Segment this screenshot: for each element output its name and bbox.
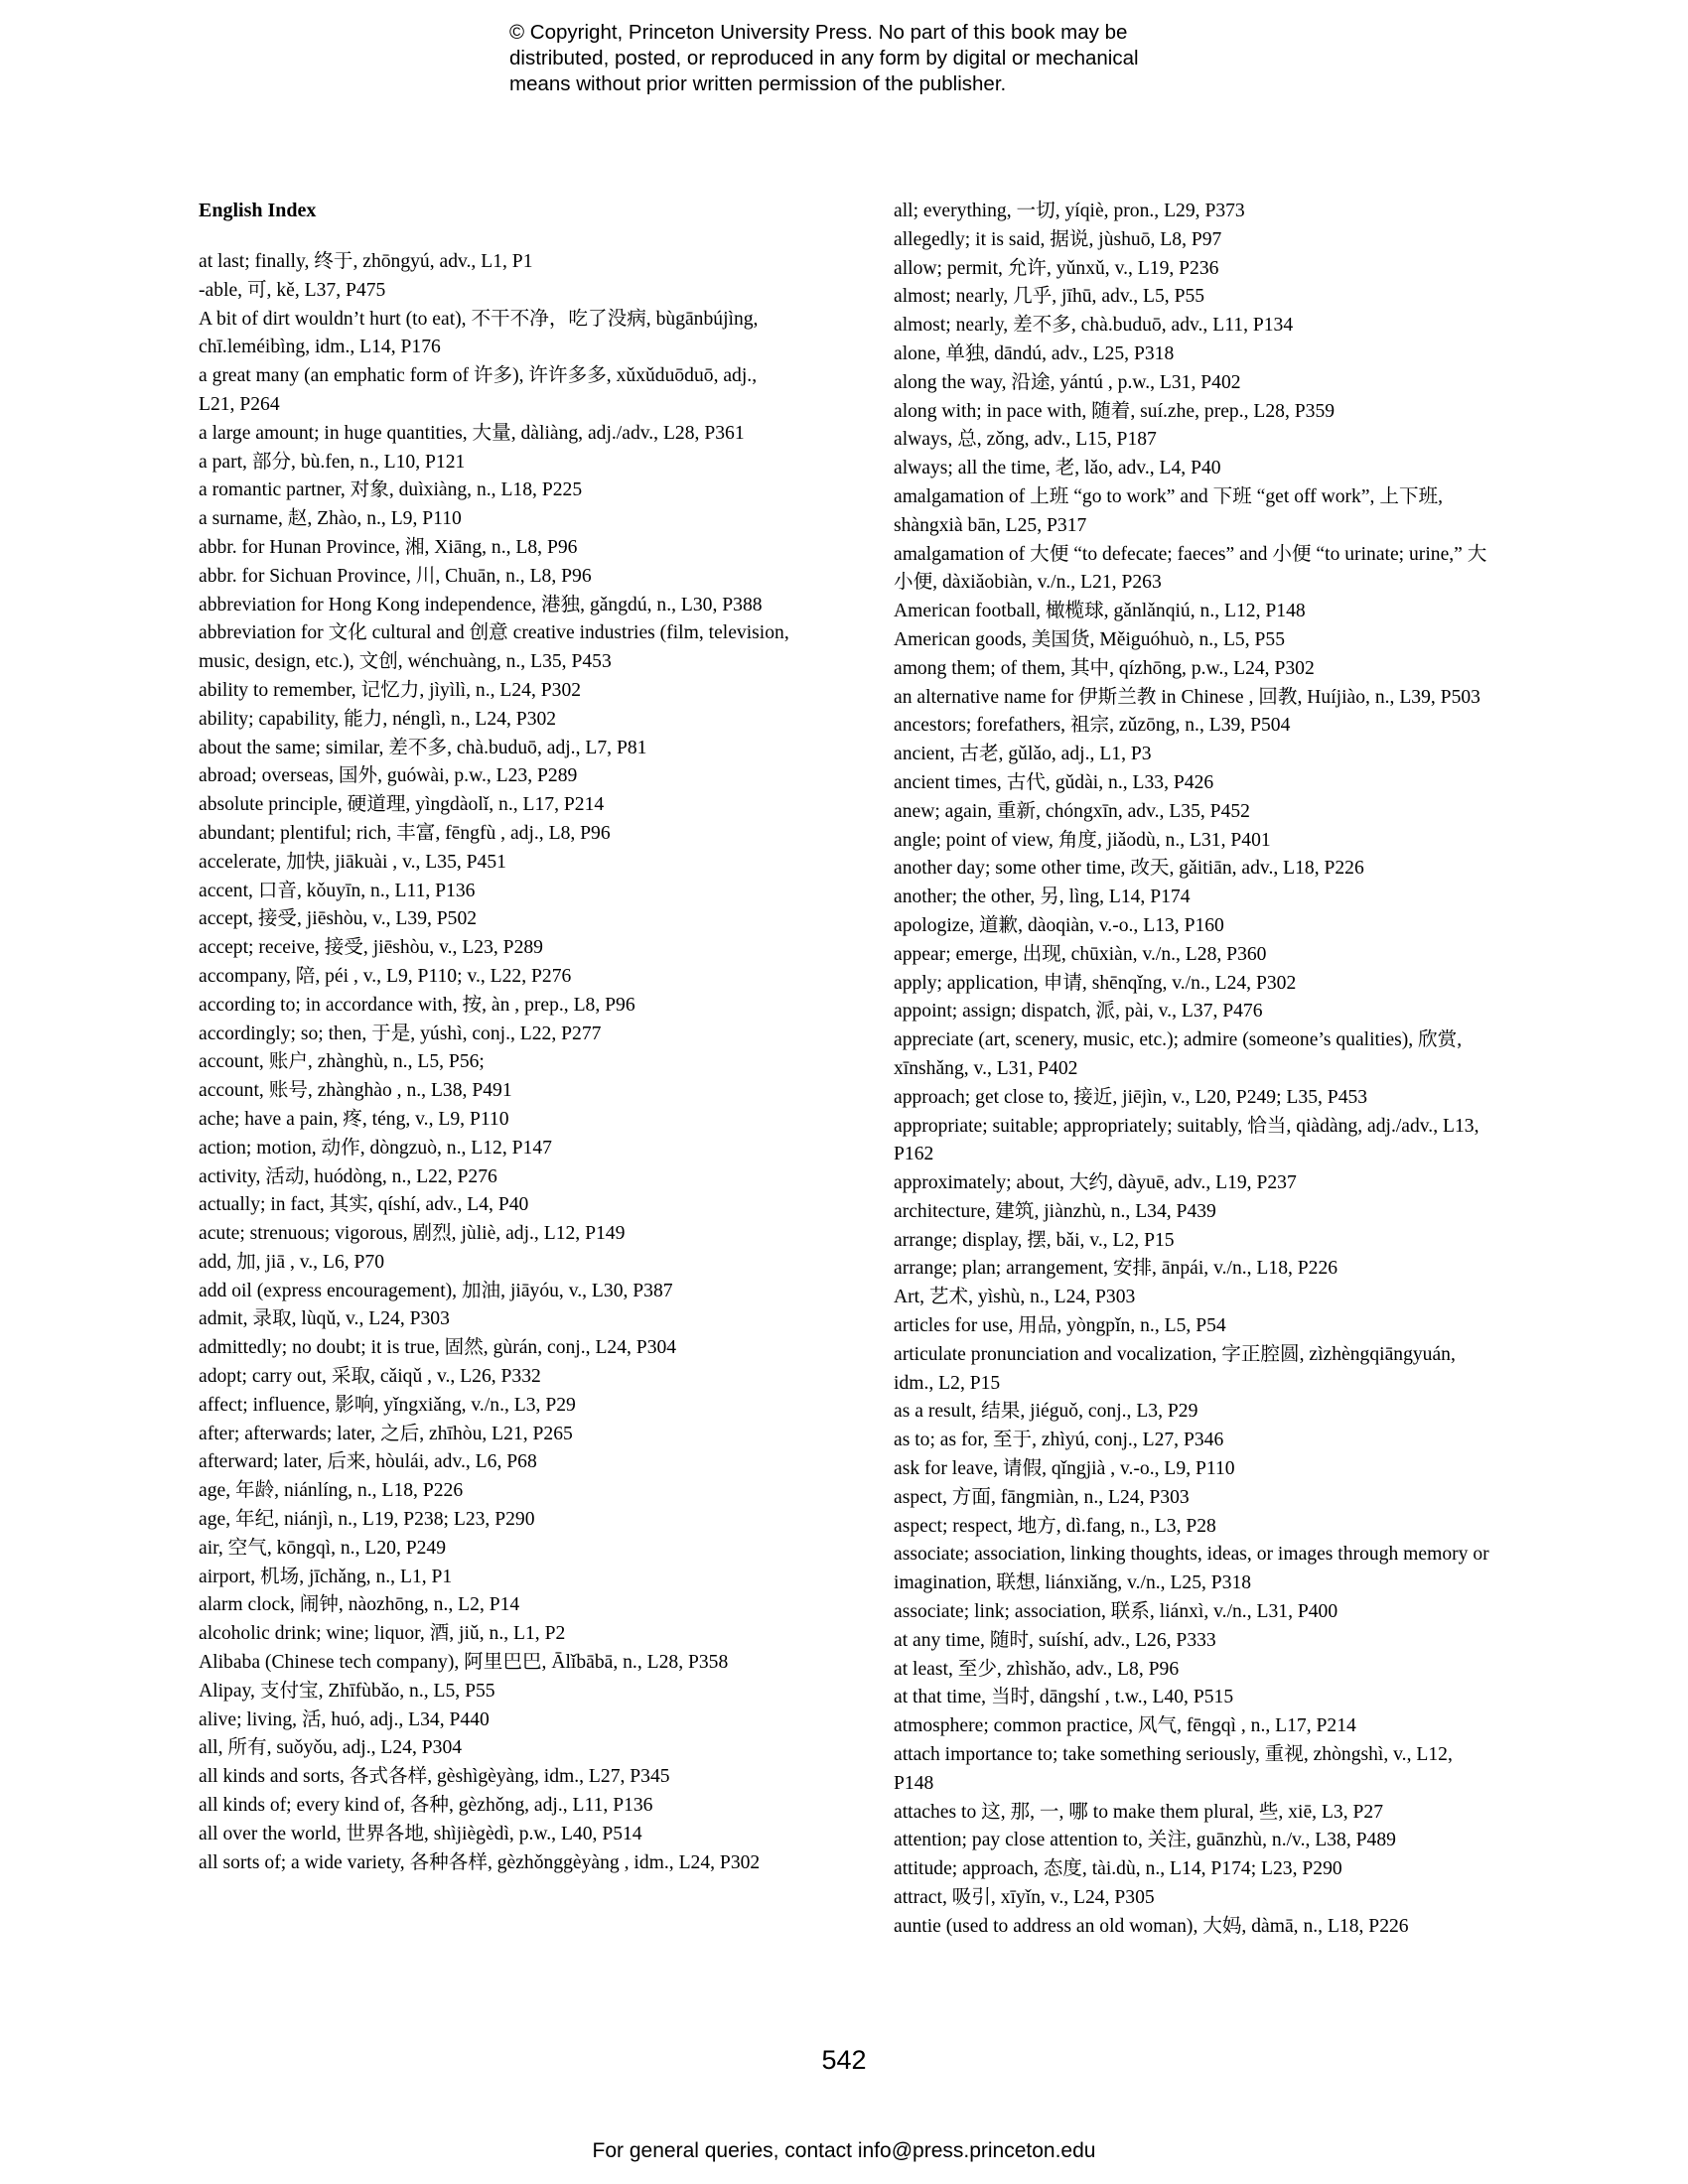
index-entry: abundant; plentiful; rich, 丰富, fēngfù , adj., L8, P96 bbox=[199, 822, 611, 844]
index-entry: approach; get close to, 接近, jiējìn, v., L20, P249; L35, P453 bbox=[894, 1086, 1368, 1108]
index-entry: as to; as for, 至于, zhìyú, conj., L27, P346 bbox=[894, 1430, 1224, 1451]
index-entry: another day; some other time, 改天, gǎitiān, adv., L18, P226 bbox=[894, 858, 1364, 880]
index-entry: aspect; respect, 地方, dì.fang, n., L3, P28 bbox=[894, 1515, 1216, 1537]
index-entry: alarm clock, 闹钟, nàozhōng, n., L2, P14 bbox=[199, 1594, 520, 1616]
index-entry: architecture, 建筑, jiànzhù, n., L34, P439 bbox=[894, 1200, 1216, 1222]
index-entry: accompany, 陪, péi , v., L9, P110; v., L22, P276 bbox=[199, 965, 572, 987]
index-entry: all, 所有, suǒyǒu, adj., L24, P304 bbox=[199, 1737, 463, 1759]
index-entry: American football, 橄榄球, gǎnlǎnqiú, n., L12, P148 bbox=[894, 601, 1306, 622]
index-entry: allow; permit, 允许, yǔnxǔ, v., L19, P236 bbox=[894, 257, 1219, 279]
index-entry: ask for leave, 请假, qǐngjià , v.-o., L9, P110 bbox=[894, 1458, 1235, 1480]
index-entry: air, 空气, kōngqì, n., L20, P249 bbox=[199, 1537, 447, 1559]
copyright-notice bbox=[509, 20, 1264, 97]
index-entry: Alipay, 支付宝, Zhīfùbǎo, n., L5, P55 bbox=[199, 1680, 495, 1702]
index-entry: ache; have a pain, 疼, téng, v., L9, P110 bbox=[199, 1108, 509, 1130]
index-entry: at least, 至少, zhìshǎo, adv., L8, P96 bbox=[894, 1658, 1180, 1680]
index-entry: at last; finally, 终于, zhōngyú, adv., L1, P1 bbox=[199, 251, 533, 272]
index-entry: almost; nearly, 几乎, jīhū, adv., L5, P55 bbox=[894, 286, 1205, 308]
index-entry: apologize, 道歉, dàoqiàn, v.-o., L13, P160 bbox=[894, 914, 1224, 936]
index-entry: ancient, 古老, gǔlǎo, adj., L1, P3 bbox=[894, 744, 1152, 765]
index-entry: alive; living, 活, huó, adj., L34, P440 bbox=[199, 1708, 490, 1730]
index-entry: add oil (express encouragement), 加油, jiāyóu, v., L30, P387 bbox=[199, 1280, 673, 1301]
index-entry: among them; of them, 其中, qízhōng, p.w., L24, P302 bbox=[894, 657, 1315, 679]
index-entry: admittedly; no doubt; it is true, 固然, gùrán, conj., L24, P304 bbox=[199, 1337, 677, 1359]
index-entry: another; the other, 另, lìng, L14, P174 bbox=[894, 887, 1191, 908]
index-entry: attach importance to; take something seriously, 重视, zhòngshì, v., L12, P148 bbox=[894, 1744, 1453, 1794]
index-entry: abbr. for Sichuan Province, 川, Chuān, n., L8, P96 bbox=[199, 565, 592, 587]
index-entry: abbreviation for 文化 cultural and 创意 creative industries (film, television, music, design, etc.), 文创, wénchuàng, n., L35, P453 bbox=[199, 622, 789, 673]
index-entry: all kinds and sorts, 各式各样, gèshìgèyàng, idm., L27, P345 bbox=[199, 1766, 670, 1788]
index-entry: actually; in fact, 其实, qíshí, adv., L4, P40 bbox=[199, 1194, 529, 1216]
index-entry: appreciate (art, scenery, music, etc.); admire (someone’s qualities), 欣赏, xīnshǎng, v., L31, P402 bbox=[894, 1029, 1463, 1079]
index-entry: abroad; overseas, 国外, guówài, p.w., L23, P289 bbox=[199, 765, 578, 787]
index-entry: accelerate, 加快, jiākuài , v., L35, P451 bbox=[199, 851, 506, 873]
index-entry: always; all the time, 老, lǎo, adv., L4, P40 bbox=[894, 458, 1221, 479]
index-entry: alone, 单独, dāndú, adv., L25, P318 bbox=[894, 342, 1175, 364]
index-entry: approximately; about, 大约, dàyuē, adv., L19, P237 bbox=[894, 1172, 1297, 1194]
index-entry: amalgamation of 大便 “to defecate; faeces” and 小便 “to urinate; urine,” 大小便, dàxiǎobiàn, v./n., L21, P263 bbox=[894, 543, 1487, 594]
index-entry: appoint; assign; dispatch, 派, pài, v., L37, P476 bbox=[894, 1001, 1263, 1023]
index-entry: about the same; similar, 差不多, chà.buduō, adj., L7, P81 bbox=[199, 737, 647, 758]
index-entry: attract, 吸引, xīyǐn, v., L24, P305 bbox=[894, 1887, 1155, 1909]
index-entry: ancestors; forefathers, 祖宗, zǔzōng, n., L39, P504 bbox=[894, 715, 1291, 737]
copyright-line: distributed, posted, or reproduced in any form by digital or mechanical bbox=[509, 47, 1139, 69]
index-entry: affect; influence, 影响, yǐngxiǎng, v./n., L3, P29 bbox=[199, 1394, 576, 1416]
index-entry: accordingly; so; then, 于是, yúshì, conj., L22, P277 bbox=[199, 1023, 602, 1044]
index-entry: account, 账号, zhànghào , n., L38, P491 bbox=[199, 1080, 512, 1102]
index-entry: a large amount; in huge quantities, 大量, dàliàng, adj./adv., L28, P361 bbox=[199, 422, 745, 444]
index-entry: action; motion, 动作, dòngzuò, n., L12, P147 bbox=[199, 1137, 552, 1159]
index-entry: accept, 接受, jiēshòu, v., L39, P502 bbox=[199, 908, 478, 930]
index-entry: attaches to 这, 那, 一, 哪 to make them plural, 些, xiē, L3, P27 bbox=[894, 1801, 1384, 1823]
index-entry: all over the world, 世界各地, shìjiègèdì, p.w., L40, P514 bbox=[199, 1823, 642, 1844]
index-entry: associate; association, linking thoughts, ideas, or images through memory or imagination, 联想, liánxiǎng, v./n., L25, P318 bbox=[894, 1544, 1489, 1594]
index-entry: alcoholic drink; wine; liquor, 酒, jiǔ, n., L1, P2 bbox=[199, 1623, 566, 1645]
index-entry: attention; pay close attention to, 关注, guānzhù, n./v., L38, P489 bbox=[894, 1830, 1396, 1851]
index-entry: always, 总, zǒng, adv., L15, P187 bbox=[894, 429, 1157, 451]
index-entry: all; everything, 一切, yíqiè, pron., L29, P373 bbox=[894, 201, 1245, 221]
index-entry: articulate pronunciation and vocalization, 字正腔圆, zìzhèngqiāngyuán, idm., L2, P15 bbox=[894, 1343, 1456, 1394]
index-entry: arrange; display, 摆, bǎi, v., L2, P15 bbox=[894, 1229, 1175, 1251]
index-entry: all sorts of; a wide variety, 各种各样, gèzhǒnggèyàng , idm., L24, P302 bbox=[199, 1851, 761, 1873]
copyright-line: © Copyright, Princeton University Press. No part of this book may be bbox=[509, 21, 1128, 44]
index-entry: adopt; carry out, 采取, cǎiqǔ , v., L26, P332 bbox=[199, 1366, 541, 1388]
index-entry: angle; point of view, 角度, jiǎodù, n., L31, P401 bbox=[894, 829, 1271, 851]
page-number: 542 bbox=[821, 2045, 867, 2075]
index-entry: -able, 可, kě, L37, P475 bbox=[199, 279, 386, 301]
index-entry: as a result, 结果, jiéguǒ, conj., L3, P29 bbox=[894, 1401, 1198, 1423]
index-entry: Alibaba (Chinese tech company), 阿里巴巴, Ālǐbābā, n., L28, P358 bbox=[199, 1652, 729, 1674]
index-entry: appear; emerge, 出现, chūxiàn, v./n., L28, P360 bbox=[894, 943, 1267, 965]
index-entry: airport, 机场, jīchǎng, n., L1, P1 bbox=[199, 1566, 453, 1587]
index-entry: anew; again, 重新, chóngxīn, adv., L35, P452 bbox=[894, 800, 1250, 822]
index-entry: a part, 部分, bù.fen, n., L10, P121 bbox=[199, 451, 466, 473]
index-entry: abbreviation for Hong Kong independence, 港独, gǎngdú, n., L30, P388 bbox=[199, 594, 763, 615]
index-entry: account, 账户, zhànghù, n., L5, P56; bbox=[199, 1051, 485, 1073]
index-entry: ancient times, 古代, gǔdài, n., L33, P426 bbox=[894, 771, 1214, 793]
index-entry: a romantic partner, 对象, duìxiàng, n., L18, P225 bbox=[199, 479, 583, 501]
index-entry: accept; receive, 接受, jiēshòu, v., L23, P289 bbox=[199, 937, 543, 959]
copyright-line: means without prior written permission of the publisher. bbox=[509, 72, 1007, 95]
index-entry: appropriate; suitable; appropriately; suitably, 恰当, qiàdàng, adj./adv., L13, P162 bbox=[894, 1115, 1479, 1165]
index-entry: admit, 录取, lùqǔ, v., L24, P303 bbox=[199, 1308, 450, 1330]
index-entry: at that time, 当时, dāngshí , t.w., L40, P515 bbox=[894, 1687, 1234, 1708]
index-entry: age, 年纪, niánjì, n., L19, P238; L23, P290 bbox=[199, 1509, 535, 1531]
index-entry: along the way, 沿途, yántú , p.w., L31, P402 bbox=[894, 371, 1241, 393]
page-title: English Index bbox=[199, 200, 317, 221]
index-column-right bbox=[894, 198, 1494, 1942]
index-entry: after; afterwards; later, 之后, zhīhòu, L21, P265 bbox=[199, 1423, 573, 1444]
index-entry: American goods, 美国货, Měiguóhuò, n., L5, P55 bbox=[894, 628, 1286, 650]
index-entry: ability to remember, 记忆力, jìyìlì, n., L24, P302 bbox=[199, 679, 582, 701]
index-entry: aspect, 方面, fāngmiàn, n., L24, P303 bbox=[894, 1486, 1190, 1508]
index-entry: almost; nearly, 差不多, chà.buduō, adv., L11, P134 bbox=[894, 315, 1294, 337]
index-entry: a great many (an emphatic form of 许多), 许许多多, xǔxǔduōduō, adj., L21, P264 bbox=[199, 365, 758, 415]
index-entry: associate; link; association, 联系, liánxì, v./n., L31, P400 bbox=[894, 1601, 1338, 1623]
index-entry: abbr. for Hunan Province, 湘, Xiāng, n., L8, P96 bbox=[199, 536, 578, 558]
index-column-left bbox=[199, 248, 789, 1877]
footer-contact: For general queries, contact info@press.princeton.edu bbox=[592, 2139, 1096, 2162]
index-entry: ability; capability, 能力, nénglì, n., L24, P302 bbox=[199, 708, 557, 730]
index-entry: Art, 艺术, yìshù, n., L24, P303 bbox=[894, 1287, 1136, 1308]
index-entry: articles for use, 用品, yòngpǐn, n., L5, P54 bbox=[894, 1315, 1226, 1337]
index-entry: absolute principle, 硬道理, yìngdàolǐ, n., L17, P214 bbox=[199, 794, 605, 816]
index-entry: age, 年龄, niánlíng, n., L18, P226 bbox=[199, 1480, 464, 1502]
index-entry: attitude; approach, 态度, tài.dù, n., L14, P174; L23, P290 bbox=[894, 1858, 1342, 1880]
index-entry: apply; application, 申请, shēnqǐng, v./n., L24, P302 bbox=[894, 972, 1297, 994]
index-entry: A bit of dirt wouldn’t hurt (to eat), 不干不净，吃了没病, bùgānbújìng, chī.leméibìng, idm., L14, P176 bbox=[199, 308, 759, 358]
index-entry: allegedly; it is said, 据说, jùshuō, L8, P97 bbox=[894, 228, 1222, 250]
index-entry: amalgamation of 上班 “go to work” and 下班 “get off work”, 上下班, shàngxià bān, L25, P317 bbox=[894, 485, 1444, 536]
index-entry: accent, 口音, kǒuyīn, n., L11, P136 bbox=[199, 880, 476, 901]
index-entry: add, 加, jiā , v., L6, P70 bbox=[199, 1251, 385, 1273]
index-entry: a surname, 赵, Zhào, n., L9, P110 bbox=[199, 508, 462, 530]
index-entry: at any time, 随时, suíshí, adv., L26, P333 bbox=[894, 1629, 1216, 1651]
index-entry: arrange; plan; arrangement, 安排, ānpái, v./n., L18, P226 bbox=[894, 1258, 1338, 1280]
index-entry: acute; strenuous; vigorous, 剧烈, jùliè, adj., L12, P149 bbox=[199, 1223, 626, 1245]
index-entry: according to; in accordance with, 按, àn , prep., L8, P96 bbox=[199, 994, 635, 1016]
index-entry: activity, 活动, huódòng, n., L22, P276 bbox=[199, 1165, 497, 1187]
index-entry: auntie (used to address an old woman), 大妈, dàmā, n., L18, P226 bbox=[894, 1915, 1409, 1937]
index-entry: along with; in pace with, 随着, suí.zhe, prep., L28, P359 bbox=[894, 400, 1336, 422]
index-entry: atmosphere; common practice, 风气, fēngqì , n., L17, P214 bbox=[894, 1715, 1356, 1737]
index-entry: all kinds of; every kind of, 各种, gèzhǒng, adj., L11, P136 bbox=[199, 1795, 653, 1817]
index-entry: afterward; later, 后来, hòulái, adv., L6, P68 bbox=[199, 1451, 537, 1473]
index-entry: an alternative name for 伊斯兰教 in Chinese , 回教, Huíjiào, n., L39, P503 bbox=[894, 686, 1480, 708]
